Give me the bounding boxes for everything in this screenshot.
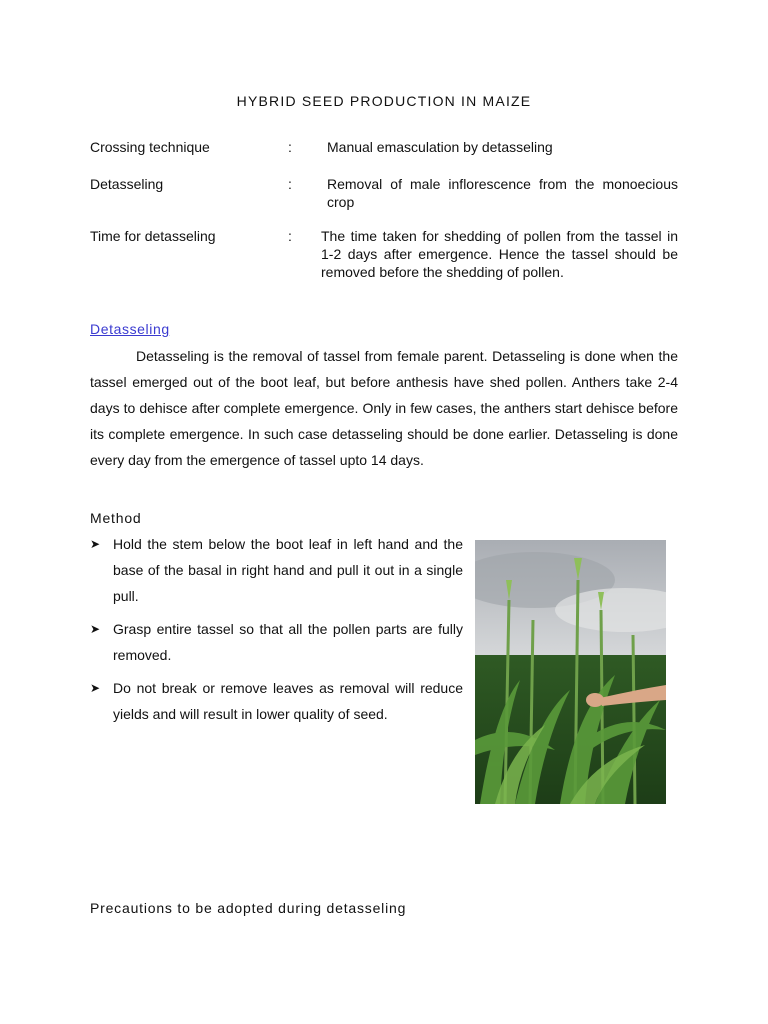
definition-value: Manual emasculation by detasseling: [327, 139, 553, 155]
list-item-text: Grasp entire tassel so that all the pollen parts are fully removed.: [113, 621, 463, 663]
definition-colon: :: [288, 228, 292, 244]
list-item: [90, 675, 463, 727]
list-item-text: Hold the stem below the boot leaf in left hand and the base of the basal in right hand and pull it out in a single pull.: [113, 536, 463, 604]
precautions-heading: Precautions to be adopted during detasseling: [90, 900, 407, 916]
definition-term: Time for detasseling: [90, 228, 216, 244]
document-title: HYBRID SEED PRODUCTION IN MAIZE: [236, 93, 532, 109]
definition-value: Removal of male inflorescence from the monoecious crop: [327, 176, 678, 210]
method-heading: Method: [90, 510, 142, 526]
list-item-text: Do not break or remove leaves as removal will reduce yields and will result in lower quality of seed.: [113, 680, 463, 722]
definition-term: Crossing technique: [90, 139, 210, 155]
maize-detasseling-photo: [475, 540, 666, 804]
definition-colon: :: [288, 139, 292, 155]
detasseling-section-link[interactable]: Detasseling: [90, 321, 170, 337]
arrow-bullet-icon: ➤: [90, 622, 101, 636]
list-item: [90, 531, 463, 609]
arrow-bullet-icon: ➤: [90, 537, 101, 551]
definition-value: The time taken for shedding of pollen from the tassel in 1-2 days after emergence. Hence the tassel should be removed before the shedding of pollen.: [321, 228, 678, 280]
definition-colon: :: [288, 176, 292, 192]
method-list: [90, 531, 463, 734]
detasseling-paragraph: Detasseling is the removal of tassel from female parent. Detasseling is done when the tassel emerged out of the boot leaf, but before anthesis have shed pollen. Anthers take 2-4 days to dehisce after complete emergence. Only in few cases, the anthers start dehisce before its complete emergence. In such case detasseling should be done earlier. Detasseling is done every day from the emergence of tassel upto 14 days.: [90, 348, 678, 468]
list-item: [90, 616, 463, 668]
definition-term: Detasseling: [90, 176, 164, 192]
arrow-bullet-icon: ➤: [90, 681, 101, 695]
